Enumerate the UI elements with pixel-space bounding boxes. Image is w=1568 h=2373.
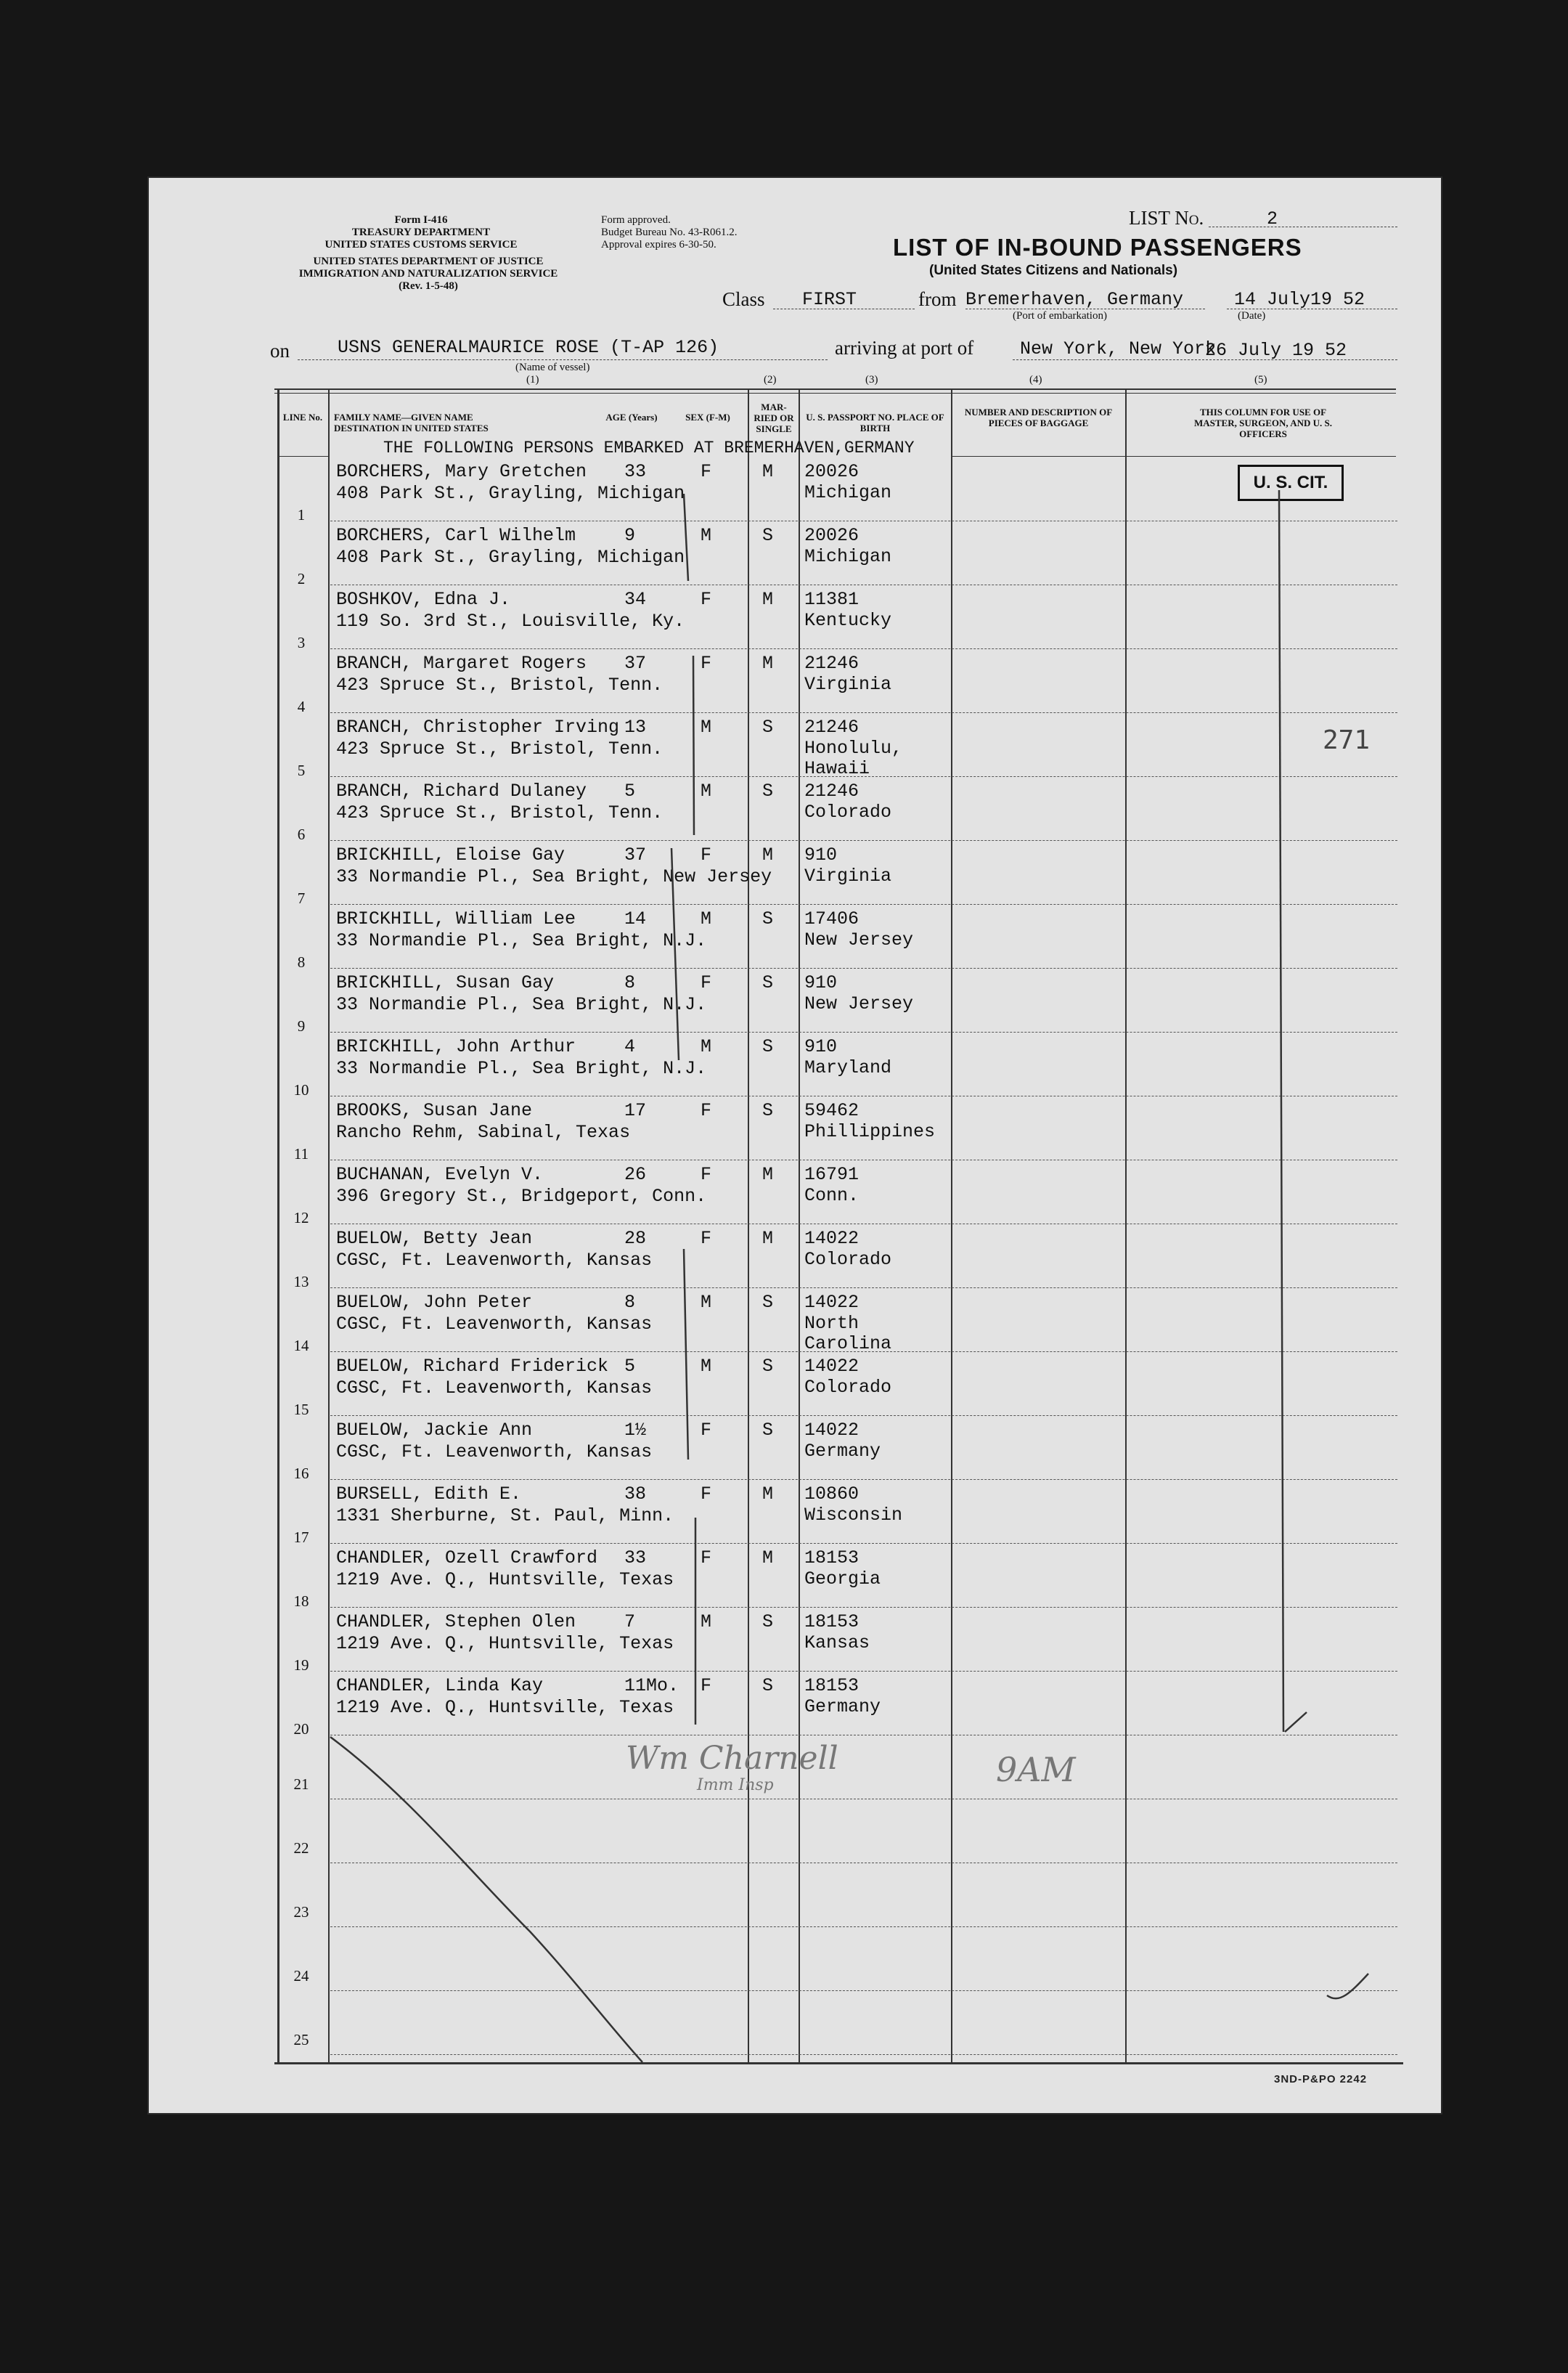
line-number: 18 [293,1592,309,1610]
line-number: 9 [297,1017,306,1035]
passenger-birth: Phillippines [804,1121,936,1142]
passenger-age: 5 [624,781,636,802]
line-number: 21 [293,1775,309,1793]
passenger-addr: CGSC, Ft. Leavenworth, Kansas [336,1314,653,1335]
passenger-ms: M [762,589,774,610]
handwritten-time: 9AM [996,1750,1076,1789]
passenger-sex: F [701,1228,712,1249]
passenger-birth: Germany [804,1441,881,1462]
line-number: 6 [297,826,306,843]
passenger-addr: Rancho Rehm, Sabinal, Texas [336,1122,631,1143]
line-number: 2 [297,570,306,587]
passenger-passport: 910 [804,1036,838,1057]
col-header-sex: SEX (F-M) [685,412,730,423]
passenger-name: BRICKHILL, Susan Gay [336,972,555,993]
passenger-name: BUELOW, Betty Jean [336,1228,533,1249]
approval-line: Form approved. [601,214,671,226]
passenger-passport: 14022 [804,1356,859,1377]
line-number: 24 [293,1967,309,1985]
passenger-age: 14 [624,908,647,929]
passenger-addr: CGSC, Ft. Leavenworth, Kansas [336,1441,653,1462]
passenger-birth: Wisconsin [804,1505,903,1526]
passenger-age: 4 [624,1036,636,1057]
passenger-passport: 910 [804,972,838,993]
passenger-ms: S [762,972,774,993]
passenger-name: BRICKHILL, William Lee [336,908,576,929]
passenger-name: BUCHANAN, Evelyn V. [336,1164,544,1185]
passenger-passport: 910 [804,844,838,866]
passenger-birth: Conn. [804,1185,859,1206]
passenger-ms: S [762,1611,774,1632]
passenger-birth: Virginia [804,674,892,695]
passenger-ms: S [762,525,774,546]
passenger-age: 28 [624,1228,647,1249]
passenger-birth: New Jersey [804,929,914,951]
passenger-age: 38 [624,1483,647,1505]
line-number: 5 [297,762,306,779]
arriving-label: arriving at port of [835,337,974,359]
passenger-age: 8 [624,1292,636,1313]
customs-service: UNITED STATES CUSTOMS SERVICE [324,239,518,251]
passenger-passport: 18153 [804,1611,859,1632]
embark-date: 14 July19 52 [1234,289,1365,310]
margin-number: 271 [1323,725,1371,755]
passenger-birth: Germany [804,1696,881,1717]
passenger-passport: 14022 [804,1228,859,1249]
class-value: FIRST [802,289,857,310]
passenger-addr: CGSC, Ft. Leavenworth, Kansas [336,1377,653,1399]
port-of-embarkation: Bremerhaven, Germany [965,289,1184,310]
passenger-age: 5 [624,1356,636,1377]
passenger-ms: M [762,653,774,674]
passenger-passport: 20026 [804,461,859,482]
arrival-date: 26 July 19 52 [1205,340,1347,361]
passenger-passport: 16791 [804,1164,859,1185]
passenger-age: 34 [624,589,647,610]
on-label: on [270,340,290,362]
passenger-sex: F [701,844,712,866]
col-number: (3) [865,374,878,386]
line-number: 17 [293,1529,309,1546]
passenger-age: 11Mo. [624,1675,679,1696]
passenger-name: BOSHKOV, Edna J. [336,589,511,610]
passenger-passport: 18153 [804,1675,859,1696]
passenger-age: 17 [624,1100,647,1121]
revision: (Rev. 1-5-48) [399,280,458,292]
passenger-passport: 20026 [804,525,859,546]
form-number: Form I-416 [394,214,448,226]
passenger-addr: 33 Normandie Pl., Sea Bright, N.J. [336,930,707,951]
passenger-ms: S [762,1356,774,1377]
approval-line: Approval expires 6-30-50. [601,239,716,251]
passenger-passport: 21246 [804,781,859,802]
passenger-age: 9 [624,525,636,546]
list-no-value: 2 [1267,208,1278,229]
passenger-sex: M [701,1292,712,1313]
line-number: 15 [293,1401,309,1418]
passenger-birth: North Carolina [804,1313,892,1354]
passenger-ms: M [762,1164,774,1185]
port-caption: (Port of embarkation) [1013,310,1107,322]
passenger-name: BUELOW, Richard Friderick [336,1356,609,1377]
passenger-addr: 1331 Sherburne, St. Paul, Minn. [336,1505,674,1526]
col-header-baggage: NUMBER AND DESCRIPTION OF PIECES OF BAGGAGE [964,407,1113,428]
passenger-name: BUELOW, Jackie Ann [336,1420,533,1441]
line-number: 22 [293,1839,309,1857]
passenger-addr: 1219 Ave. Q., Huntsville, Texas [336,1633,674,1654]
passenger-ms: M [762,1547,774,1568]
us-citizen-stamp: U. S. CIT. [1238,465,1344,501]
passenger-sex: F [701,653,712,674]
passenger-name: CHANDLER, Ozell Crawford [336,1547,598,1568]
col-number: (2) [764,374,777,386]
class-label: Class [722,288,765,310]
passenger-sex: M [701,525,712,546]
passenger-passport: 11381 [804,589,859,610]
passenger-ms: M [762,844,774,866]
date-caption: (Date) [1238,310,1266,322]
passenger-passport: 59462 [804,1100,859,1121]
vessel-caption: (Name of vessel) [515,362,590,373]
passenger-birth: Michigan [804,546,892,567]
line-number: 11 [293,1145,309,1163]
passenger-sex: F [701,1547,712,1568]
passenger-addr: 119 So. 3rd St., Louisville, Ky. [336,611,685,632]
passenger-ms: M [762,1483,774,1505]
passenger-ms: S [762,1675,774,1696]
passenger-ms: S [762,1100,774,1121]
line-number: 14 [293,1337,309,1354]
passenger-sex: F [701,1100,712,1121]
justice-dept: UNITED STATES DEPARTMENT OF JUSTICE [313,256,544,267]
passenger-birth: Kentucky [804,610,892,631]
passenger-birth: Colorado [804,1249,892,1270]
passenger-sex: F [701,1164,712,1185]
passenger-addr: 33 Normandie Pl., Sea Bright, N.J. [336,994,707,1015]
passenger-passport: 21246 [804,717,859,738]
line-number: 13 [293,1273,309,1290]
col-header-passport: U. S. PASSPORT NO. PLACE OF BIRTH [806,412,944,434]
page-title: LIST OF IN-BOUND PASSENGERS [893,234,1302,261]
col-header-married: MAR- RIED OR SINGLE [754,402,794,434]
line-number: 23 [293,1903,309,1921]
from-label: from [918,288,957,310]
passenger-addr: 408 Park St., Grayling, Michigan [336,547,685,568]
passenger-addr: 423 Spruce St., Bristol, Tenn. [336,802,663,823]
embark-note: THE FOLLOWING PERSONS EMBARKED AT BREMERHAVEN,GERMANY [383,439,915,457]
passenger-passport: 14022 [804,1292,859,1313]
passenger-addr: 408 Park St., Grayling, Michigan [336,483,685,504]
ins-service: IMMIGRATION AND NATURALIZATION SERVICE [298,268,558,280]
treasury-dept: TREASURY DEPARTMENT [351,227,491,238]
passenger-age: 13 [624,717,647,738]
passenger-birth: Georgia [804,1568,881,1590]
line-number: 12 [293,1209,309,1226]
strike-line [330,1737,642,2062]
passenger-age: 37 [624,653,647,674]
passenger-addr: 396 Gregory St., Bridgeport, Conn. [336,1186,707,1207]
col-number: (4) [1029,374,1042,386]
passenger-addr: 423 Spruce St., Bristol, Tenn. [336,738,663,760]
list-no-label: LIST No. [1129,207,1204,229]
passenger-age: 1½ [624,1420,647,1441]
passenger-addr: CGSC, Ft. Leavenworth, Kansas [336,1250,653,1271]
line-number: 16 [293,1465,309,1482]
line-number: 1 [297,506,306,524]
inspector-signature-sub: Imm Insp [697,1776,774,1794]
passenger-sex: M [701,1036,712,1057]
passenger-ms: S [762,1292,774,1313]
line-number: 8 [297,953,306,971]
passenger-sex: F [701,1420,712,1441]
passenger-addr: 1219 Ave. Q., Huntsville, Texas [336,1697,674,1718]
col-header-line-no: LINE No. [282,412,323,423]
passenger-name: BRICKHILL, John Arthur [336,1036,576,1057]
line-number: 20 [293,1720,309,1738]
passenger-sex: M [701,717,712,738]
line-number: 4 [297,698,306,715]
passenger-ms: M [762,461,774,482]
passenger-age: 33 [624,461,647,482]
passenger-birth: Colorado [804,802,892,823]
passenger-name: BORCHERS, Mary Gretchen [336,461,587,482]
passenger-birth: Maryland [804,1057,892,1078]
passenger-birth: Colorado [804,1377,892,1398]
vessel-name: USNS GENERALMAURICE ROSE (T-AP 126) [338,337,719,358]
passenger-addr: 33 Normandie Pl., Sea Bright, New Jersey [336,866,772,887]
passenger-name: BUELOW, John Peter [336,1292,533,1313]
passenger-name: BRANCH, Christopher Irving [336,717,620,738]
passenger-age: 26 [624,1164,647,1185]
passenger-addr: 423 Spruce St., Bristol, Tenn. [336,675,663,696]
passenger-birth: Virginia [804,866,892,887]
passenger-birth: Kansas [804,1632,870,1653]
passenger-sex: M [701,781,712,802]
passenger-passport: 10860 [804,1483,859,1505]
passenger-name: CHANDLER, Linda Kay [336,1675,544,1696]
passenger-passport: 18153 [804,1547,859,1568]
passenger-sex: M [701,908,712,929]
approval-line: Budget Bureau No. 43-R061.2. [601,227,738,238]
col-header-name: FAMILY NAME—GIVEN NAME DESTINATION IN UNITED STATES [334,412,489,434]
arrival-port: New York, New York [1020,338,1217,359]
passenger-ms: S [762,717,774,738]
passenger-ms: M [762,1228,774,1249]
passenger-sex: F [701,461,712,482]
passenger-sex: M [701,1611,712,1632]
check-mark [1285,1712,1307,1732]
passenger-birth: Honolulu, Hawaii [804,738,903,779]
passenger-name: BRICKHILL, Eloise Gay [336,844,565,866]
passenger-passport: 21246 [804,653,859,674]
passenger-addr: 33 Normandie Pl., Sea Bright, N.J. [336,1058,707,1079]
passenger-sex: F [701,1675,712,1696]
passenger-name: BRANCH, Margaret Rogers [336,653,587,674]
inspector-signature: Wm Charnell [626,1740,838,1777]
passenger-birth: New Jersey [804,993,914,1014]
check-line [1279,490,1283,1732]
col-header-age: AGE (Years) [605,412,658,423]
page-subtitle: (United States Citizens and Nationals) [929,263,1178,278]
form-footer-code: 3ND-P&PO 2242 [1274,2073,1368,2085]
passenger-name: BORCHERS, Carl Wilhelm [336,525,576,546]
line-number: 25 [293,2031,309,2048]
line-number: 7 [297,890,306,907]
passenger-name: BURSELL, Edith E. [336,1483,522,1505]
col-header-officers: THIS COLUMN FOR USE OF MASTER, SURGEON, AND U. S. OFFICERS [1194,407,1332,439]
line-number: 19 [293,1656,309,1674]
passenger-ms: S [762,1420,774,1441]
passenger-age: 7 [624,1611,636,1632]
passenger-name: BRANCH, Richard Dulaney [336,781,587,802]
col-number: (1) [526,374,539,386]
line-number: 3 [297,634,306,651]
passenger-sex: F [701,972,712,993]
passenger-sex: F [701,1483,712,1505]
check-mark [1327,1974,1368,1998]
passenger-passport: 14022 [804,1420,859,1441]
col-number: (5) [1254,374,1267,386]
passenger-age: 8 [624,972,636,993]
passenger-age: 37 [624,844,647,866]
line-number: 10 [293,1081,309,1099]
passenger-birth: Michigan [804,482,892,503]
passenger-ms: S [762,781,774,802]
passenger-age: 33 [624,1547,647,1568]
passenger-ms: S [762,908,774,929]
passenger-sex: F [701,589,712,610]
passenger-name: CHANDLER, Stephen Olen [336,1611,576,1632]
passenger-ms: S [762,1036,774,1057]
passenger-passport: 17406 [804,908,859,929]
passenger-name: BROOKS, Susan Jane [336,1100,533,1121]
passenger-addr: 1219 Ave. Q., Huntsville, Texas [336,1569,674,1590]
passenger-sex: M [701,1356,712,1377]
